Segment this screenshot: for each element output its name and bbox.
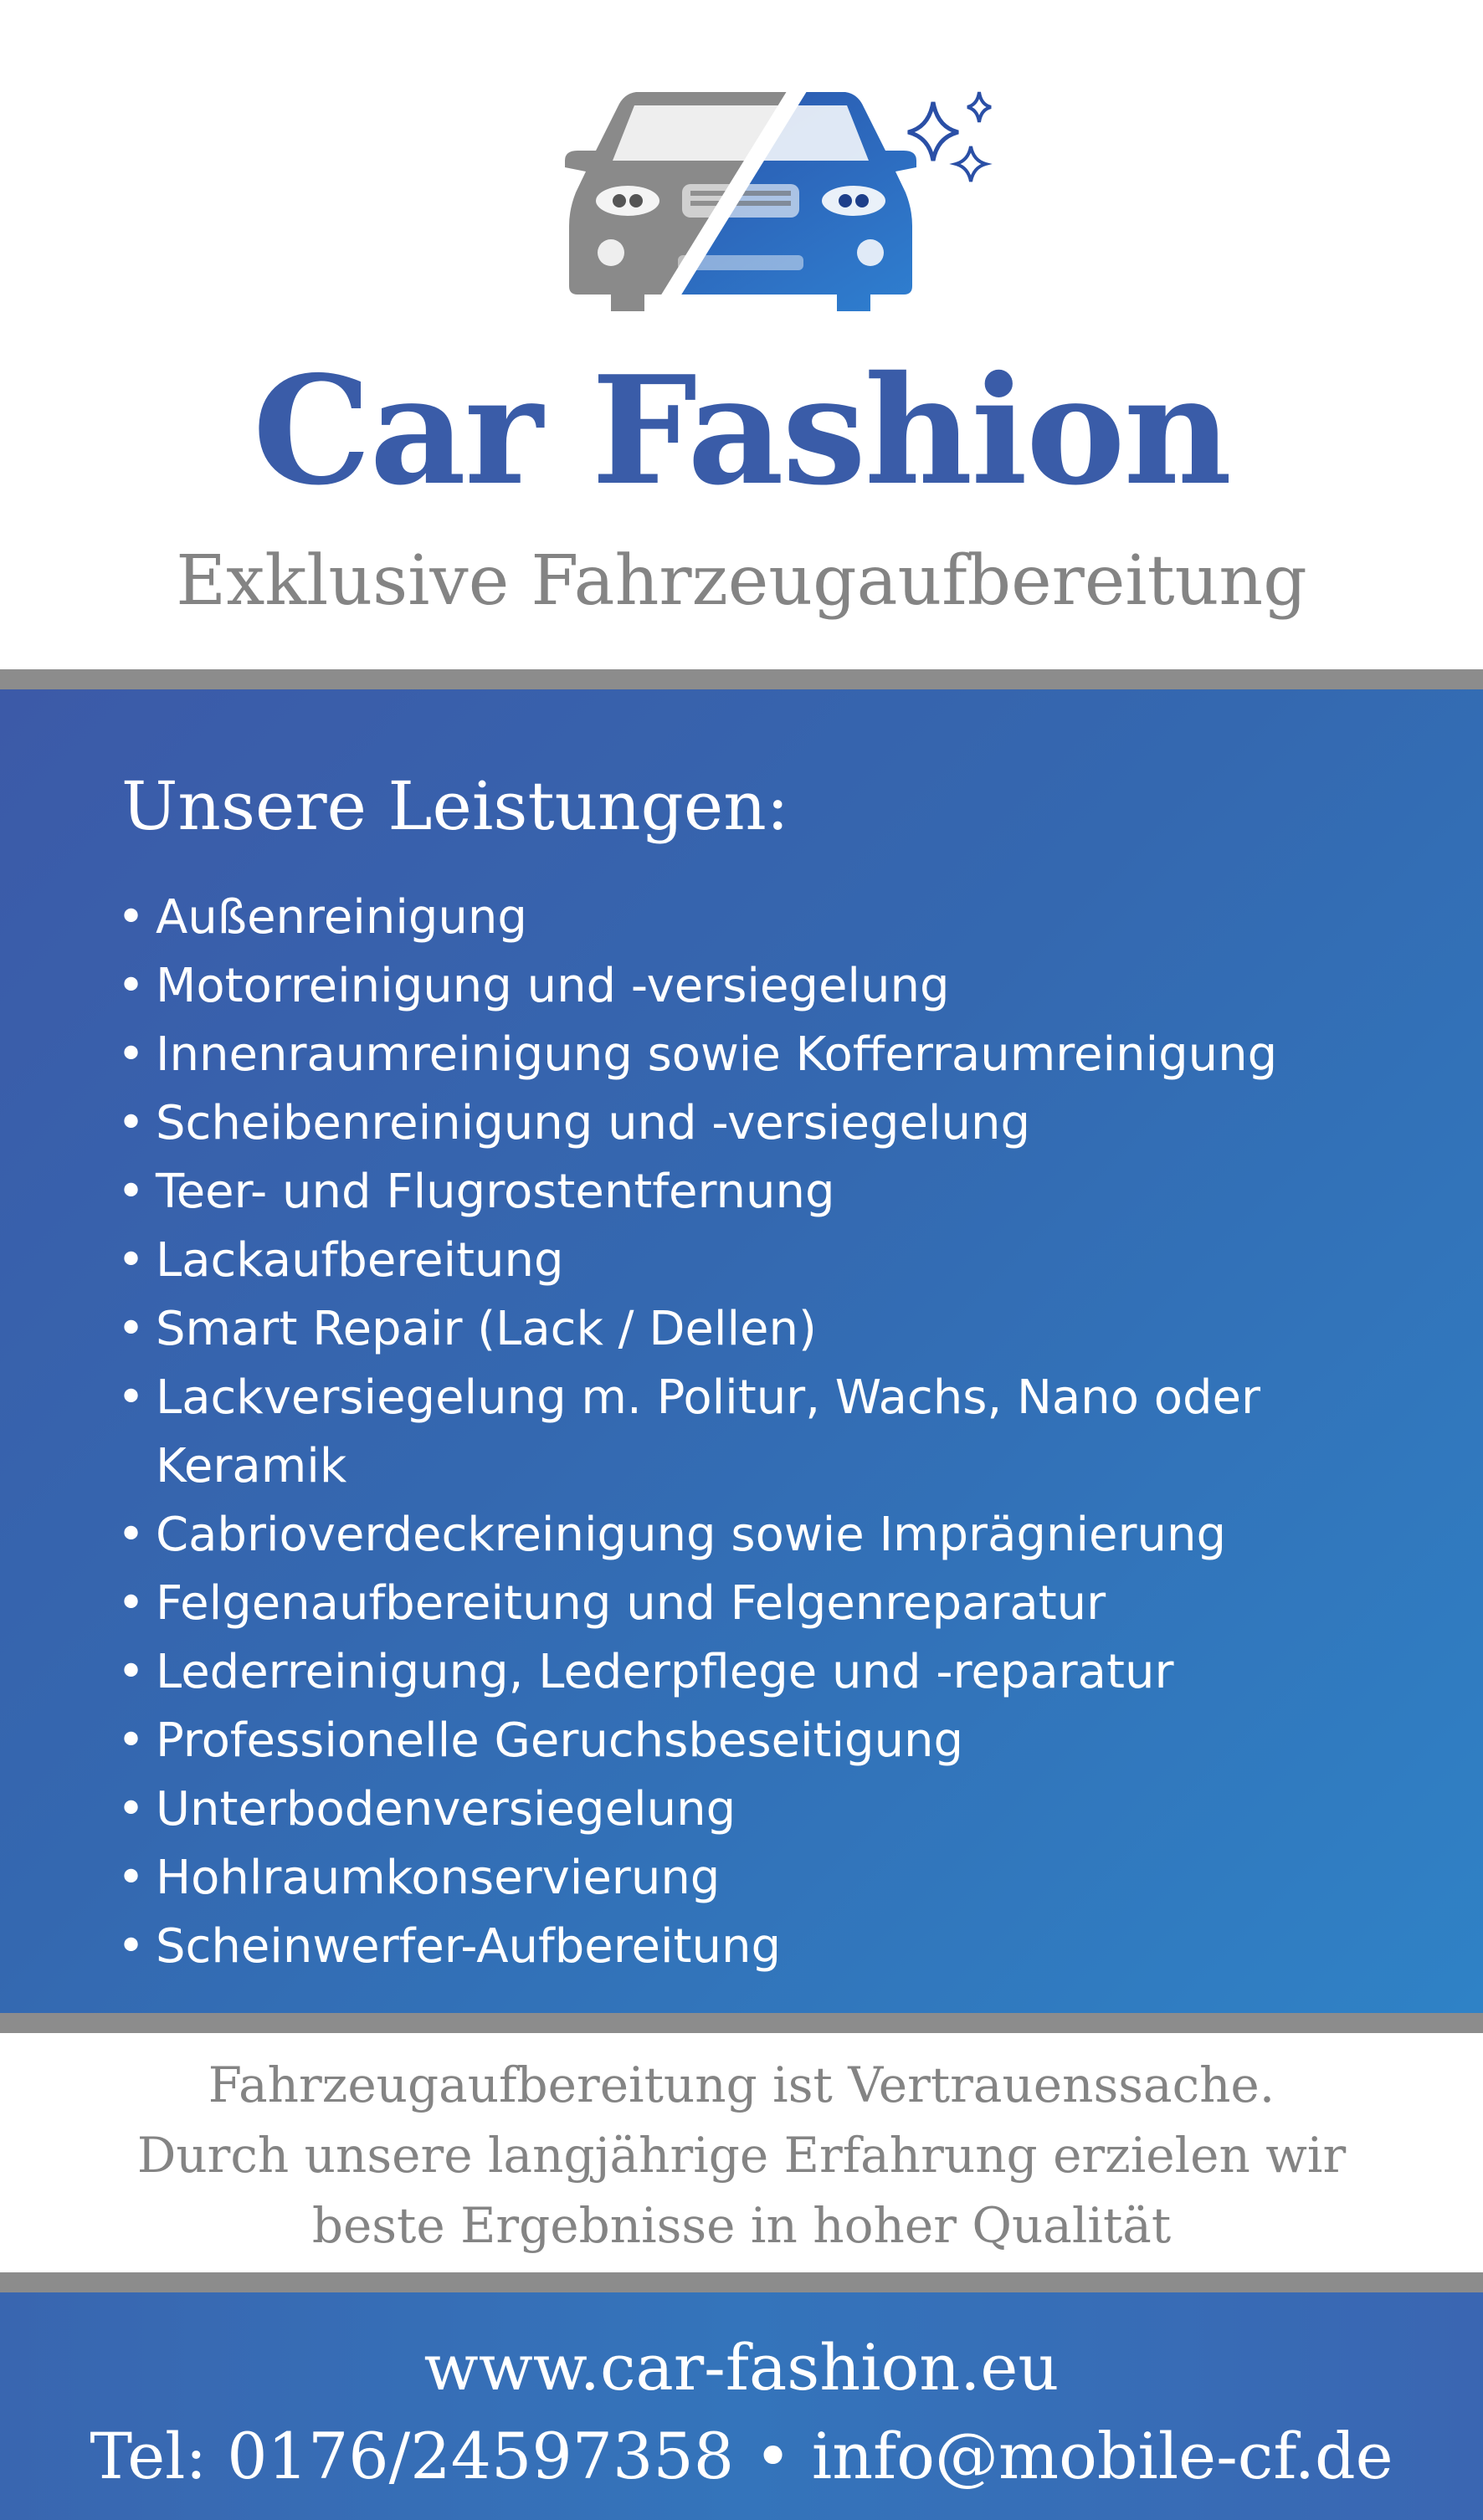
list-item: [117, 1844, 1389, 1913]
service-label: Felgenaufbereitung und Felgenreparatur: [156, 1576, 1106, 1631]
bullet: •: [117, 1851, 146, 1905]
header: [0, 0, 1483, 669]
service-label: Unterbodenversiegelung: [156, 1782, 736, 1836]
service-label: Hohlraumkonservierung: [156, 1851, 721, 1905]
bullet: •: [117, 890, 146, 945]
list-item: [117, 952, 1389, 1021]
slogan-line: Durch unsere langjährige Erfahrung erzielen wir: [136, 2127, 1347, 2184]
service-label: Motorreinigung und -versiegelung: [156, 959, 950, 1013]
bullet: •: [117, 1302, 146, 1356]
bullet: •: [117, 1165, 146, 1219]
service-label: Lackversiegelung m. Politur, Wachs, Nano oder Keramik: [156, 1370, 1261, 1493]
service-label: Scheinwerfer-Aufbereitung: [156, 1919, 782, 1974]
brand-title: Car Fashion: [252, 343, 1231, 518]
service-label: Teer- und Flugrostentfernung: [156, 1165, 835, 1219]
list-item: [117, 1364, 1389, 1501]
service-label: Scheibenreinigung und -versiegelung: [156, 1096, 1030, 1150]
bullet: •: [117, 1782, 146, 1836]
list-item: [117, 1227, 1389, 1295]
services-panel: [0, 689, 1483, 2013]
service-label: Außenreinigung: [156, 890, 527, 945]
bullet: •: [117, 1645, 146, 1699]
bullet: •: [117, 1576, 146, 1631]
list-item: [117, 1501, 1389, 1570]
website-link[interactable]: www.car-fashion.eu: [423, 2330, 1060, 2405]
list-item: [117, 1158, 1389, 1227]
service-label: Lackaufbereitung: [156, 1233, 564, 1288]
list-item: [117, 1775, 1389, 1844]
bullet: •: [117, 1233, 146, 1288]
list-item: [117, 884, 1389, 952]
service-label: Cabrioverdeckreinigung sowie Imprägnierung: [156, 1508, 1227, 1562]
bullet: •: [117, 1508, 146, 1562]
bullet: •: [117, 1370, 146, 1425]
slogan-line: Fahrzeugaufbereitung ist Vertrauenssache.: [208, 2056, 1275, 2113]
divider-band: [0, 669, 1483, 689]
slogan-line: beste Ergebnisse in hoher Qualität: [311, 2197, 1172, 2254]
services-heading: Unsere Leistungen:: [121, 767, 789, 845]
service-label: Innenraumreinigung sowie Kofferraumreinigung: [156, 1027, 1278, 1082]
bullet: •: [117, 1919, 146, 1974]
separator-dot: •: [754, 2419, 792, 2493]
brand-subtitle: Exklusive Fahrzeugaufbereitung: [176, 541, 1307, 621]
bullet: •: [117, 1096, 146, 1150]
bullet: •: [117, 1027, 146, 1082]
list-item: [117, 1638, 1389, 1707]
contact-line: [0, 2415, 1483, 2498]
list-item: [117, 1089, 1389, 1158]
list-item: [117, 1570, 1389, 1638]
service-label: Professionelle Geruchsbeseitigung: [156, 1713, 964, 1768]
list-item: [117, 1021, 1389, 1089]
list-item: [117, 1295, 1389, 1364]
bullet: •: [117, 959, 146, 1013]
list-item: [117, 1707, 1389, 1775]
slogan-section: [0, 2033, 1483, 2272]
contact-footer: [0, 2292, 1483, 2520]
car-front-sparkle-icon: [536, 67, 1004, 318]
divider-band: [0, 2272, 1483, 2292]
bullet: •: [117, 1713, 146, 1768]
service-label: Smart Repair (Lack / Dellen): [156, 1302, 817, 1356]
service-label: Lederreinigung, Lederpflege und -reparatur: [156, 1645, 1174, 1699]
services-list: [117, 884, 1389, 1981]
list-item: [117, 1913, 1389, 1981]
divider-band: [0, 2013, 1483, 2033]
slogan-text: [0, 2050, 1483, 2261]
phone-number[interactable]: Tel: 0176/24597358: [90, 2419, 735, 2493]
email-link[interactable]: info@mobile-cf.de: [811, 2419, 1393, 2493]
